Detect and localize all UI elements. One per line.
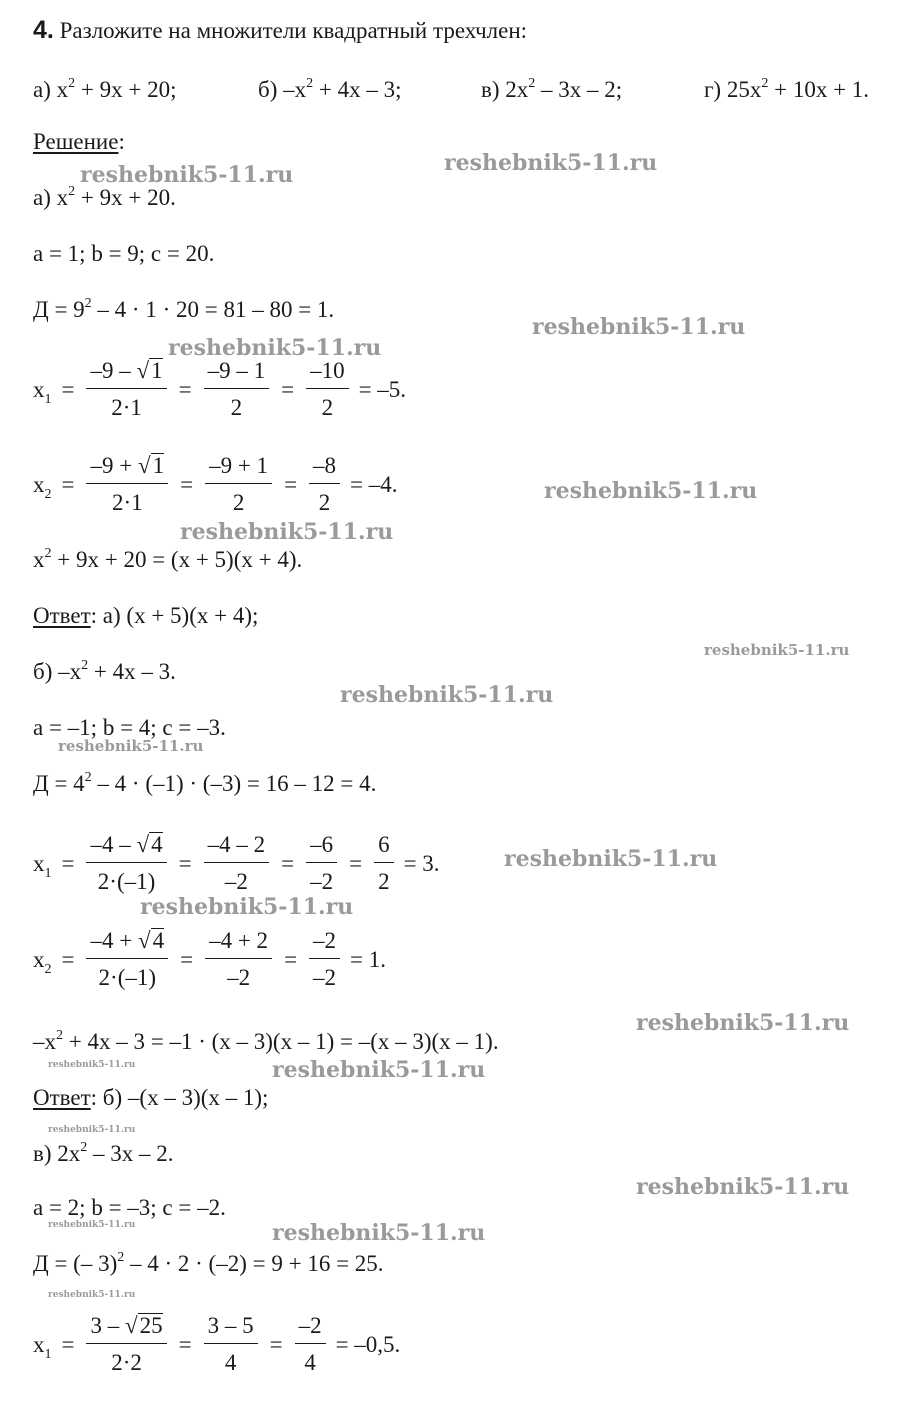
- part-a-x2-formula: $x_2$ = $\frac{-9 + √1}{2\cdot 1}$ = $\frac{-9 + 1}{2}$ = $\frac{-8}{2}$ = –4.: [33, 453, 398, 515]
- fraction: $\frac{6}{2}$: [374, 832, 394, 895]
- watermark: reshebnik5-11.ru: [48, 1290, 136, 1300]
- part-a-title: а) $x^2 + 9x + 20$.: [33, 184, 176, 210]
- fraction: $\frac{-9 - 1}{2}$: [204, 358, 270, 421]
- fraction: $\frac{-4 - √4}{2\cdot(-1)}$: [86, 832, 166, 895]
- fraction: $\frac{-9 + √1}{2\cdot 1}$: [86, 453, 168, 516]
- watermark: reshebnik5-11.ru: [272, 1057, 486, 1083]
- task-statement: [33, 18, 527, 43]
- fraction: $\frac{3 - 5}{4}$: [204, 1313, 258, 1376]
- part-c-coefficients: a = 2; b = –3; c = –2.: [33, 1195, 226, 1220]
- fraction: $\frac{-4 + √4}{2\cdot(-1)}$: [86, 928, 168, 991]
- part-b-x2-formula: $x_2$ = $\frac{-4 + √4}{2\cdot(-1)}$ = $\frac{-4 + 2}{-2}$ = $\frac{-2}{-2}$ = 1.: [33, 928, 387, 990]
- part-a-discriminant: $Д = 9^2 - 4 \cdot 1 \cdot 20 = 81 - 80 = 1$.: [33, 296, 335, 322]
- watermark: reshebnik5-11.ru: [504, 846, 718, 872]
- task-part-b: б) $-x^2 + 4x - 3$;: [258, 76, 402, 102]
- watermark: reshebnik5-11.ru: [444, 150, 658, 176]
- task-number: 4.: [33, 16, 54, 44]
- watermark: reshebnik5-11.ru: [272, 1220, 486, 1246]
- task-part-d: г) $25x^2 + 10x + 1$.: [704, 76, 870, 102]
- part-c-title: в) $2x^2 - 3x - 2$.: [33, 1140, 174, 1166]
- part-a-coefficients: a = 1; b = 9; c = 20.: [33, 241, 215, 266]
- result: = –5.: [358, 376, 407, 402]
- result: = 3.: [403, 850, 440, 876]
- part-a-factorization: $x^2 + 9x + 20 = (x + 5)(x + 4)$.: [33, 546, 303, 572]
- part-a-answer: Ответ: а) (x + 5)(x + 4);: [33, 603, 259, 628]
- fraction: $\frac{-10}{2}$: [306, 358, 349, 421]
- part-c-x1-formula: $x_1$ = $\frac{3 - √25}{2\cdot 2}$ = $\frac{3 - 5}{4}$ = $\frac{-2}{4}$ = –0,5.: [33, 1313, 401, 1375]
- part-a-x1-formula: $x_1$ = $\frac{-9 - √1}{2\cdot 1}$ = $\frac{-9 - 1}{2}$ = $\frac{-10}{2}$ = –5.: [33, 358, 407, 420]
- result: = –0,5.: [335, 1331, 401, 1357]
- fraction: $\frac{3 - √25}{2\cdot 2}$: [86, 1313, 166, 1376]
- part-b-x1-formula: $x_1$ = $\frac{-4 - √4}{2\cdot(-1)}$ = $\frac{-4 - 2}{-2}$ = $\frac{-6}{-2}$ = $\frac{6}{2}$ = 3.: [33, 832, 440, 894]
- fraction: $\frac{-4 + 2}{-2}$: [205, 928, 272, 991]
- watermark: reshebnik5-11.ru: [544, 478, 758, 504]
- watermark: reshebnik5-11.ru: [532, 314, 746, 340]
- fraction: $\frac{-4 - 2}{-2}$: [204, 832, 270, 895]
- result: = –4.: [350, 471, 398, 497]
- fraction: $\frac{-8}{2}$: [309, 453, 340, 516]
- fraction: $\frac{-2}{-2}$: [309, 928, 340, 991]
- watermark: reshebnik5-11.ru: [636, 1174, 850, 1200]
- fraction: $\frac{-9 + 1}{2}$: [205, 453, 272, 516]
- fraction: $\frac{-2}{4}$: [295, 1313, 326, 1376]
- var-x1: $x_1$: [33, 376, 52, 407]
- part-b-factorization: $-x^2 + 4x - 3 = -1 \cdot (x - 3)(x - 1) = -(x - 3)(x - 1)$.: [33, 1028, 499, 1054]
- watermark: reshebnik5-11.ru: [48, 1060, 136, 1070]
- task-text: Разложите на множители квадратный трехчлен:: [59, 18, 528, 43]
- var-x1: $x_1$: [33, 850, 52, 881]
- fraction: $\frac{-9 - √1}{2\cdot 1}$: [86, 358, 166, 421]
- var-x2: $x_2$: [33, 946, 52, 977]
- watermark: reshebnik5-11.ru: [48, 1220, 136, 1230]
- part-b-coefficients: a = –1; b = 4; c = –3.: [33, 715, 226, 740]
- watermark: reshebnik5-11.ru: [80, 162, 294, 188]
- task-part-c: в) $2x^2 - 3x - 2$;: [481, 76, 623, 102]
- part-c-discriminant: Д = (– 3)$^2$ – 4 · 2 · (–2) = 9 + 16 = 25.: [33, 1250, 384, 1276]
- var-x2: $x_2$: [33, 471, 52, 502]
- watermark: reshebnik5-11.ru: [704, 641, 850, 659]
- part-b-title: б) $-x^2 + 4x - 3$.: [33, 658, 176, 684]
- fraction: $\frac{-6}{-2}$: [306, 832, 337, 895]
- watermark: reshebnik5-11.ru: [340, 682, 554, 708]
- watermark: reshebnik5-11.ru: [58, 737, 204, 755]
- part-b-discriminant: $Д = 4^2 - 4 \cdot (-1) \cdot (-3) = 16 - 12 = 4$.: [33, 770, 377, 796]
- watermark: reshebnik5-11.ru: [48, 1125, 136, 1135]
- watermark: reshebnik5-11.ru: [140, 894, 354, 920]
- watermark: reshebnik5-11.ru: [636, 1010, 850, 1036]
- task-part-a: а) $x^2 + 9x + 20$;: [33, 76, 177, 102]
- result: = 1.: [350, 946, 387, 972]
- watermark: reshebnik5-11.ru: [180, 519, 394, 545]
- watermark: reshebnik5-11.ru: [168, 335, 382, 361]
- var-x1: $x_1$: [33, 1331, 52, 1362]
- solution-heading: Решение:: [33, 129, 125, 154]
- part-b-answer: Ответ: б) –(x – 3)(x – 1);: [33, 1085, 269, 1110]
